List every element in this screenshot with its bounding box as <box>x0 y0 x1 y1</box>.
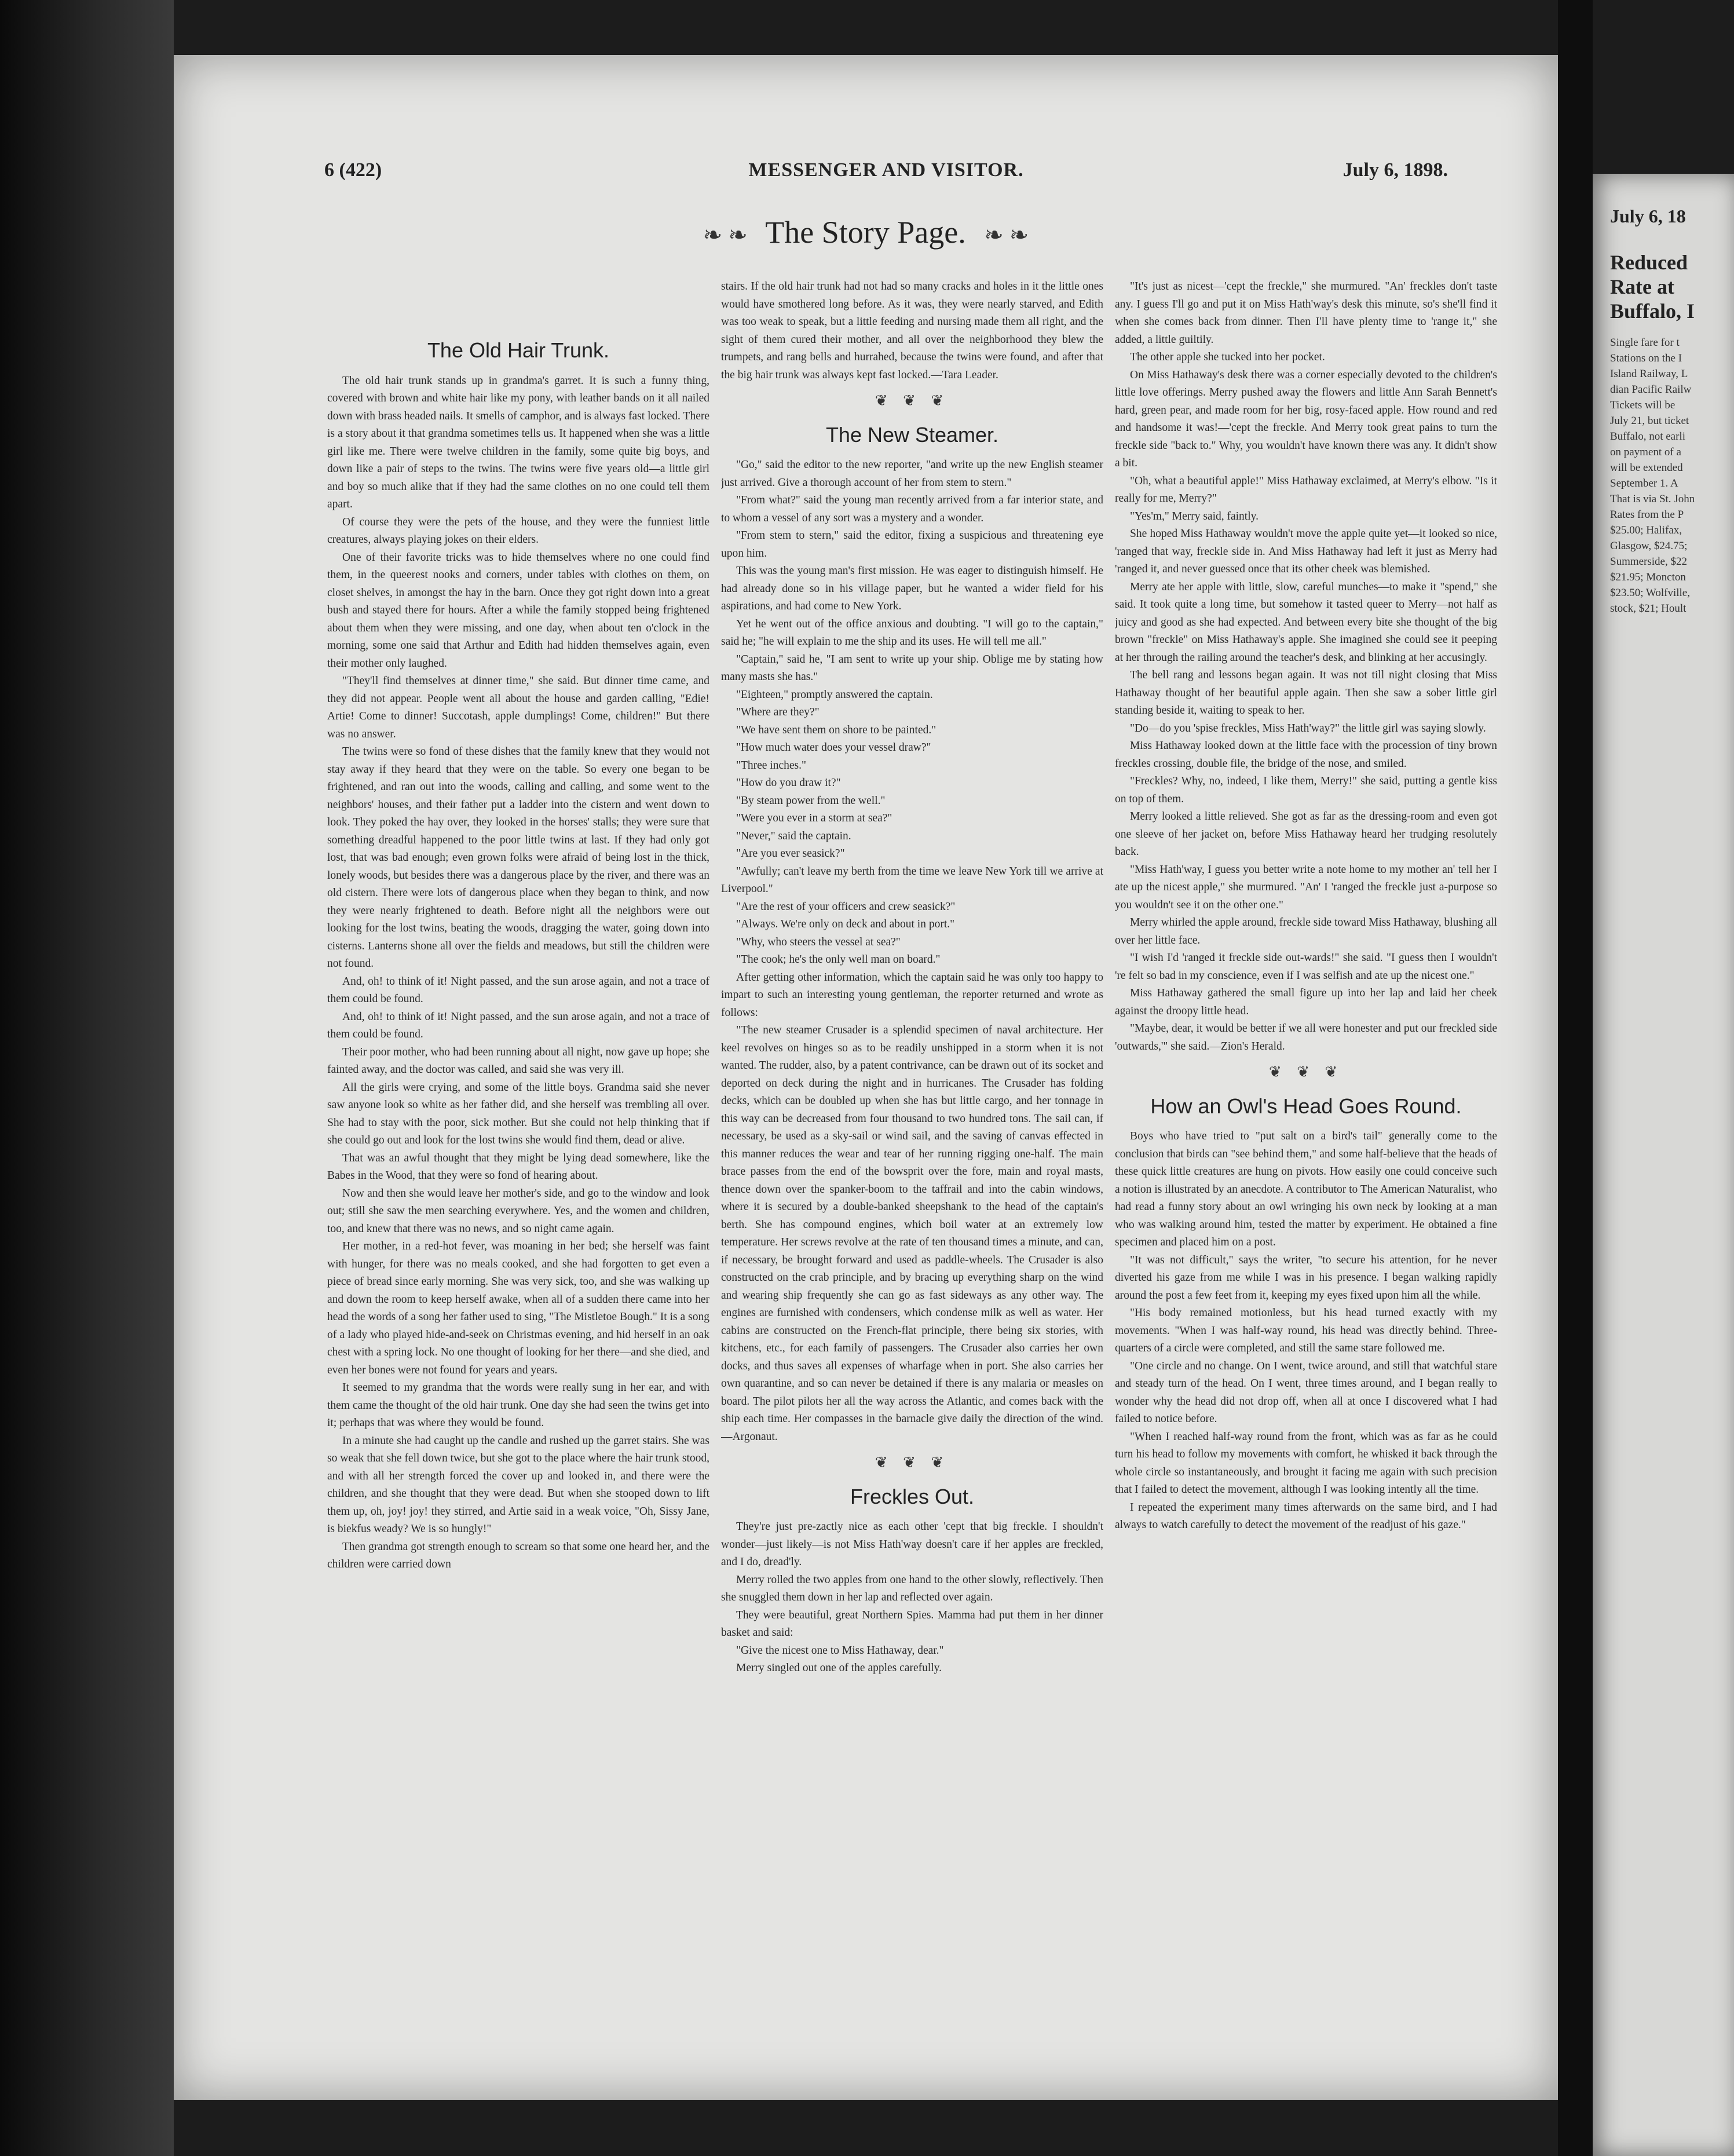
paragraph: They were beautiful, great Northern Spies. Mamma had put them in her dinner basket and said: <box>721 1609 1103 1639</box>
paragraph: That was an awful thought that they might be lying dead somewhere, like the Babes in the Wood, that they were so fond of hearing about. <box>327 1152 709 1182</box>
adjacent-page-title: Reduced Rate at Buffalo, I <box>1610 251 1695 323</box>
paragraph: It seemed to my grandma that the words were really sung in her ear, and with them came the thought of the old hair trunk. One day she had seen the twins get into it; perhaps that was where they would be found. <box>327 1382 709 1429</box>
paragraph: The bell rang and lessons began again. It was not till night closing that Miss Hathaway thought of her beautiful apple again. Then she saw a sober little girl standing beside it, waiting to speak to her. <box>1115 669 1497 717</box>
paragraph: In a minute she had caught up the candle and rushed up the garret stairs. She was so weak that she fell down twice, but she got to the place where the hair trunk stood, and with all her strength forced the cover up and looked in, and there were the children, and she thought that they were dead. But when she stooped down to lift them up, oh, joy! joy! they stirred, and Artie said in a weak voice, "Oh, Sissy Jane, is biekfus weady? We is so hungly!" <box>327 1434 709 1535</box>
paragraph: All the girls were crying, and some of the little boys. Grandma said she never saw anyone look so white as her father did, and she herself was trembling all over. She had to stay with the poor, sick mother. But she could not help thinking that if she could go out and look for the lost twins she would find them, dead or alive. <box>327 1081 709 1146</box>
paragraph: "The new steamer Crusader is a splendid specimen of naval architecture. Her keel revolves on hinges so as to be readily unshipped in a storm when it is not wanted. The rudder, also, by a patent contrivance, can be drawn out of its socket and deported on deck during the night and in hurricanes. The Crusader has folding decks, which can be doubled up when she has but little cargo, and her tonnage in this way can be decreased from four thousand to two hundred tons. The sail can, if necessary, be used as a sky-sail or wind sail, and the saving of canvas effected in this manner reduces the wear and tear of her running rigging one-half. The main brace passes from the end of the bowsprit over the fore, main and royal masts, thence down over the spanker-boom to the taffrail and into the cabin windows, where it is secured by a double-banked sheepshank to the head of the captain's berth. She has compound engines, which boil water at an extremely low temperature. Her screws revolve at the rate of ten thousand times a minute, and can, if necessary, be brought forward and used as paddle-wheels. The Crusader is also constructed on the crab principle, and by bracing up everything sharp on the wind and wearing ship frequently she can go as fast sideways as any other way. The engines are furnished with condensers, which condense milk as well as water. Her cabins are constructed on the French-flat principle, there being six stories, with kitchens, etc., for each family of passengers. The Crusader also carries her own docks, and thus saves all expenses of wharfage when in port. She also carries her own quarantine, and so can never be detained if there is any malaria or measles on board. The pilot pilots her all the way across the Atlantic, and comes back with the ship each time. Her compasses in the barnacle give daily the direction of the wind.—Argonaut. <box>721 1024 1103 1443</box>
paragraph: "I wish I'd 'ranged it freckle side out-wards!" she said. "I guess then I wouldn't 're felt so bad in my conscience, even if I was selfish and ate up the nicest one." <box>1115 952 1497 982</box>
paragraph: They're just pre-zactly nice as each other 'cept that big freckle. I shouldn't wonder—just likely—is not Miss Hath'way doesn't care if her apples are freckled, and I do, dread'ly. <box>721 1521 1103 1568</box>
paragraph: "Why, who steers the vessel at sea?" <box>736 936 901 948</box>
newspaper-page <box>174 55 1558 2100</box>
paragraph: Of course they were the pets of the house, and they were the funniest little creatures, always playing jokes on their elders. <box>327 516 709 546</box>
section-title <box>174 214 1558 250</box>
paragraph: "Are you ever seasick?" <box>736 847 845 860</box>
paragraph: "Three inches." <box>736 759 806 772</box>
article-continuation: stairs. If the old hair trunk had not had so many cracks and holes in it the little ones would have smothered long before. As it was, they were nearly starved, and Edith was too weak to speak, but a little feeding and nursing made them all right, and the sight of them cured their mother, and all over the neighborhood they blew the trumpets, and rang bells and hurrahed, because the twins were found, and after that the big hair trunk was always kept fast locked.—Tara Leader. <box>721 280 1103 381</box>
paragraph: "Give the nicest one to Miss Hathaway, dear." <box>736 1644 944 1657</box>
paragraph: Miss Hathaway gathered the small figure up into her lap and laid her cheek against the droopy little head. <box>1115 987 1497 1017</box>
column-1 <box>327 278 709 2068</box>
paragraph: Their poor mother, who had been running about all night, now gave up hope; she fainted away, and the doctor was called, and said she was very ill. <box>327 1046 709 1076</box>
binding-gutter <box>1558 0 1593 2156</box>
paragraph: I repeated the experiment many times afterwards on the same bird, and I had always to watch carefully to detect the movement of the readjust of his gaze." <box>1115 1501 1497 1531</box>
article-title-new-steamer: The New Steamer. <box>825 422 999 447</box>
stars-divider-icon: ❦ ❦ ❦ <box>1268 1064 1344 1080</box>
paragraph: "It was not difficult," says the writer, "to secure his attention, for he never diverted his gaze from me while I was in his presence. I began walking rapidly around the post a few feet from it, keeping my eyes fixed upon him all the while. <box>1115 1254 1497 1302</box>
paragraph: "How do you draw it?" <box>736 777 841 789</box>
paragraph: This was the young man's first mission. He was eager to distinguish himself. He had already done so in his village paper, but he wanted a wider field for his aspirations, and had come to New York. <box>721 565 1103 612</box>
paragraph: Yet he went out of the office anxious and doubting. "I will go to the captain," said he; "he will explain to me the ship and its uses. He will tell me all." <box>721 617 1103 648</box>
article-title-old-hair-trunk: The Old Hair Trunk. <box>427 338 610 362</box>
paragraph: "It's just as nicest—'cept the freckle," she murmured. "An' freckles don't taste any. I guess I'll go and put it on Miss Hath'way's desk this minute, so's she'll find it when she comes back from dinner. Then I'll have plenty time to 'range it," she added, a little guiltily. <box>1115 280 1497 346</box>
paragraph: "The cook; he's the only well man on board." <box>736 953 941 966</box>
paragraph: "Go," said the editor to the new reporter, "and write up the new English steamer just arrived. Give a thorough account of her from stem to stern." <box>721 459 1103 489</box>
paragraph: "His body remained motionless, but his head turned exactly with my movements. "When I was half-way round, his head was directly behind. Three-quarters of a circle were completed, and still the same stare followed me. <box>1115 1307 1497 1354</box>
paragraph: After getting other information, which the captain said he was only too happy to impart to such an interesting young gentleman, the reporter returned and wrote as follows: <box>721 971 1103 1019</box>
adjacent-page-date: July 6, 18 <box>1610 206 1686 226</box>
paragraph: And, oh! to think of it! Night passed, and the sun arose again, and not a trace of them could be found. <box>327 975 709 1005</box>
paragraph: "Where are they?" <box>736 706 820 718</box>
page-number: 6 (422) <box>324 159 382 181</box>
paragraph: Merry singled out one of the apples carefully. <box>736 1662 942 1674</box>
paragraph: The other apple she tucked into her pocket. <box>1130 351 1325 363</box>
fleuron-right-icon: ❧ ❧ <box>984 222 1029 248</box>
stars-divider-icon: ❦ ❦ ❦ <box>875 1454 950 1471</box>
adjacent-page <box>1593 174 1734 2156</box>
paragraph: "From what?" said the young man recently arrived from a far interior state, and to whom a vessel of any sort was a mystery and a wonder. <box>721 494 1103 524</box>
paragraph: Miss Hathaway looked down at the little face with the procession of tiny brown freckles crossing, double file, the bridge of the nose, and smiled. <box>1115 740 1497 770</box>
adjacent-page-body: Single fare for t Stations on the I Island Railway, L dian Pacific Railw Tickets will be July 21, but ticket Buffalo, not earli on payment of a will be extended September 1. A That is via St. John Rates from the P $25.00; Halifax, Glasgow, $24.75; Summerside, $22 $21.95; Moncton $23.50; Wolfville, stock, $21; Hoult <box>1610 337 1695 615</box>
fleuron-left-icon: ❧ ❧ <box>703 222 748 248</box>
paragraph: "When I reached half-way round from the front, which was as far as he could turn his head to follow my movements with comfort, he whisked it back through the whole circle so instantaneously, and brought it facing me again with such precision that I failed to detect the movement, although I was looking intently all the time. <box>1115 1430 1497 1496</box>
paragraph: Merry ate her apple with little, slow, careful munches—to make it "spend," she said. It took quite a long time, but somehow it tasted queer to Merry—not half as juicy and good as she had expected. And between every bite she thought of the big brown "freckle" on Miss Hathaway's apple. She imagined she could see it peeping at her through the railing around the teacher's desk, and blinking at her accusingly. <box>1115 580 1497 664</box>
paragraph: The twins were so fond of these dishes that the family knew that they would not stay away if they heard that they were on the table. So every one began to be frightened, and ran out into the woods, calling and calling, and some went to the neighbors' houses, and their father put a ladder into the cistern and went down to look. They poked the hay over, they looked in the horses' stalls; they were sure that something dreadful happened to the poor little twins at last. If they had only got lost, that was bad enough; even grown folks were afraid of being lost in the thick, lonely woods, but besides there was a dangerous place by the river, and there was an old cistern. There were lots of dangerous place when they began to think, and now they were nearly frightened to death. Before night all the neighbors were out looking for the lost twins, beating the woods, dragging the water, going down into cisterns. Lanterns shone all over the fields and meadows, but still the children were not found. <box>327 746 709 970</box>
paragraph: "Are the rest of your officers and crew seasick?" <box>736 900 956 913</box>
issue-date: July 6, 1898. <box>1342 159 1448 181</box>
article-body-freckles-out <box>721 1518 1103 1678</box>
paragraph: "Eighteen," promptly answered the captain. <box>736 688 933 701</box>
paragraph: "By steam power from the well." <box>736 794 886 807</box>
article-body-freckles-out-continued <box>1115 278 1497 1055</box>
paragraph: One of their favorite tricks was to hide themselves where no one could find them, in the queerest nooks and corners, under tables with clothes on them, on closet shelves, in amongst the hay in the barn. Once they got right down into a great bush and stayed there for hours. After a while the family stopped being frightened about them when they were missing, and one day, when about ten o'clock in the morning, some one said that Arthur and Edith had hidden themselves again, even their mother only laughed. <box>327 551 709 670</box>
article-body-old-hair-trunk <box>327 372 709 1574</box>
paragraph: "Awfully; can't leave my berth from the time we leave New York till we arrive at Liverpool." <box>721 865 1103 895</box>
paragraph: Then grandma got strength enough to scream so that some one heard her, and the children were carried down <box>327 1540 709 1570</box>
paragraph: "Yes'm," Merry said, faintly. <box>1130 510 1259 522</box>
paragraph: "How much water does your vessel draw?" <box>736 741 931 754</box>
paragraph: On Miss Hathaway's desk there was a corner especially devoted to the children's little love offerings. Merry pushed away the flowers and little Ann Sarah Bennett's hard, green pear, and made room for her big, rosy-faced apple. How round and red and handsome it was!—'cept the freckle. And Merry took great pains to turn the freckle side "back to." Why, you wouldn't have known there was any. It didn't show a bit. <box>1115 368 1497 469</box>
paragraph: "Do—do you 'spise freckles, Miss Hath'way?" the little girl was saying slowly. <box>1130 722 1486 734</box>
column-2 <box>721 278 1103 2068</box>
page-header <box>324 159 1448 194</box>
article-title-freckles-out: Freckles Out. <box>850 1484 975 1508</box>
paragraph: Her mother, in a red-hot fever, was moaning in her bed; she herself was faint with hunger, for there was no meals cooked, and she had forgotten to get even a piece of bread since early morning. She was very sick, too, and she was walking up and down the room to keep herself awake, when all of a sudden there came into her head the words of a song her father used to sing, "The Mistletoe Bough." It is a song of a lady who played hide-and-seek on Christmas evening, and hid herself in an oak chest with a spring lock. No one thought of looking for her there—and she died, and even her bones were not found for years and years. <box>327 1240 709 1376</box>
article-body-owls-head <box>1115 1128 1497 1534</box>
paragraph: "They'll find themselves at dinner time," she said. But dinner time came, and they did not appear. People went all about the house and garden calling, "Edie! Artie! Come to dinner! Succotash, apple dumplings! Come, children!" But there was no answer. <box>327 675 709 740</box>
article-body-new-steamer <box>721 456 1103 1446</box>
paragraph: The old hair trunk stands up in grandma's garret. It is such a funny thing, covered with brown and white hair like my pony, with leather bands on it all nailed down with brass headed nails. It smells of camphor, and is always fast locked. There is a story about it that grandma sometimes tells us. It happened when she was a little girl like me. There were twelve children in the family, some quite big boys, and down like a pair of steps to the twins. The twins were five years old—a little girl and boy so much alike that if they had the same clothes on no one could tell them apart. <box>327 374 709 510</box>
paragraph: "Captain," said he, "I am sent to write up your ship. Oblige me by stating how many masts she has." <box>721 653 1103 683</box>
column-3 <box>1115 278 1497 2068</box>
paragraph: "Were you ever in a storm at sea?" <box>736 812 892 824</box>
paragraph: "Maybe, dear, it would be better if we all were honester and put our freckled side 'outwards,'" she said.—Zion's Herald. <box>1115 1022 1497 1053</box>
paragraph: "Oh, what a beautiful apple!" Miss Hathaway exclaimed, at Merry's elbow. "Is it really for me, Merry?" <box>1115 474 1497 505</box>
article-title-owls-head: How an Owl's Head Goes Round. <box>1150 1094 1462 1118</box>
paragraph: Merry looked a little relieved. She got as far as the dressing-room and even got one sleeve of her jacket on, before Miss Hathaway heard her trudging resolutely back. <box>1115 810 1497 858</box>
paragraph: "One circle and no change. On I went, twice around, and still that watchful stare and steady turn of the head. On I went, three times around, and I began really to wonder why the head did not drop off, when all at once I discovered what I had failed to notice before. <box>1115 1360 1497 1425</box>
paragraph: "Never," said the captain. <box>736 829 851 842</box>
masthead: MESSENGER AND VISITOR. <box>748 159 1024 181</box>
paragraph: Merry rolled the two apples from one hand to the other slowly, reflectively. Then she snuggled them down in her lap and reflected over again. <box>721 1573 1103 1603</box>
stars-divider-icon: ❦ ❦ ❦ <box>875 392 950 409</box>
paragraph: "From stem to stern," said the editor, fixing a suspicious and threatening eye upon him. <box>721 529 1103 560</box>
paragraph: She hoped Miss Hathaway wouldn't move the apple quite yet—it looked so nice, 'ranged that way, freckle side in. And Miss Hathaway had left it just as Merry had 'ranged it, and never guessed once that its other cheek was blemished. <box>1115 528 1497 575</box>
paragraph: Now and then she would leave her mother's side, and go to the window and look out; still she saw the men searching everywhere. Yes, and the women and children, too, and knew that there was no news, and so night came again. <box>327 1187 709 1235</box>
paragraph: "We have sent them on shore to be painted." <box>736 723 936 736</box>
scan-left-edge <box>0 0 174 2156</box>
paragraph: "Miss Hath'way, I guess you better write a note home to my mother an' tell her I ate up the nicest apple," she murmured. "An' I 'ranged the freckle just a-purpose so you wouldn't see it on the other one." <box>1115 863 1497 911</box>
paragraph: And, oh! to think of it! Night passed, and the sun arose again, and not a trace of them could be found. <box>327 1010 709 1040</box>
paragraph: "Freckles? Why, no, indeed, I like them, Merry!" she said, putting a gentle kiss on top of them. <box>1115 775 1497 805</box>
paragraph: Merry whirled the apple around, freckle side toward Miss Hathaway, blushing all over her little face. <box>1115 916 1497 947</box>
section-title-text: The Story Page. <box>765 215 966 250</box>
paragraph: Boys who have tried to "put salt on a bird's tail" generally come to the conclusion that birds can "see behind them," and some half-believe that the heads of these quick little creatures are hung on pivots. How easily one could conceive such a notion is illustrated by an anecdote. A contributor to The American Naturalist, who had read a funny story about an owl wringing his own neck by looking at a man who was walking around him, tested the matter by experiment. He obtained a fine specimen and placed him on a post. <box>1115 1130 1497 1248</box>
paragraph: "Always. We're only on deck and about in port." <box>736 918 955 930</box>
